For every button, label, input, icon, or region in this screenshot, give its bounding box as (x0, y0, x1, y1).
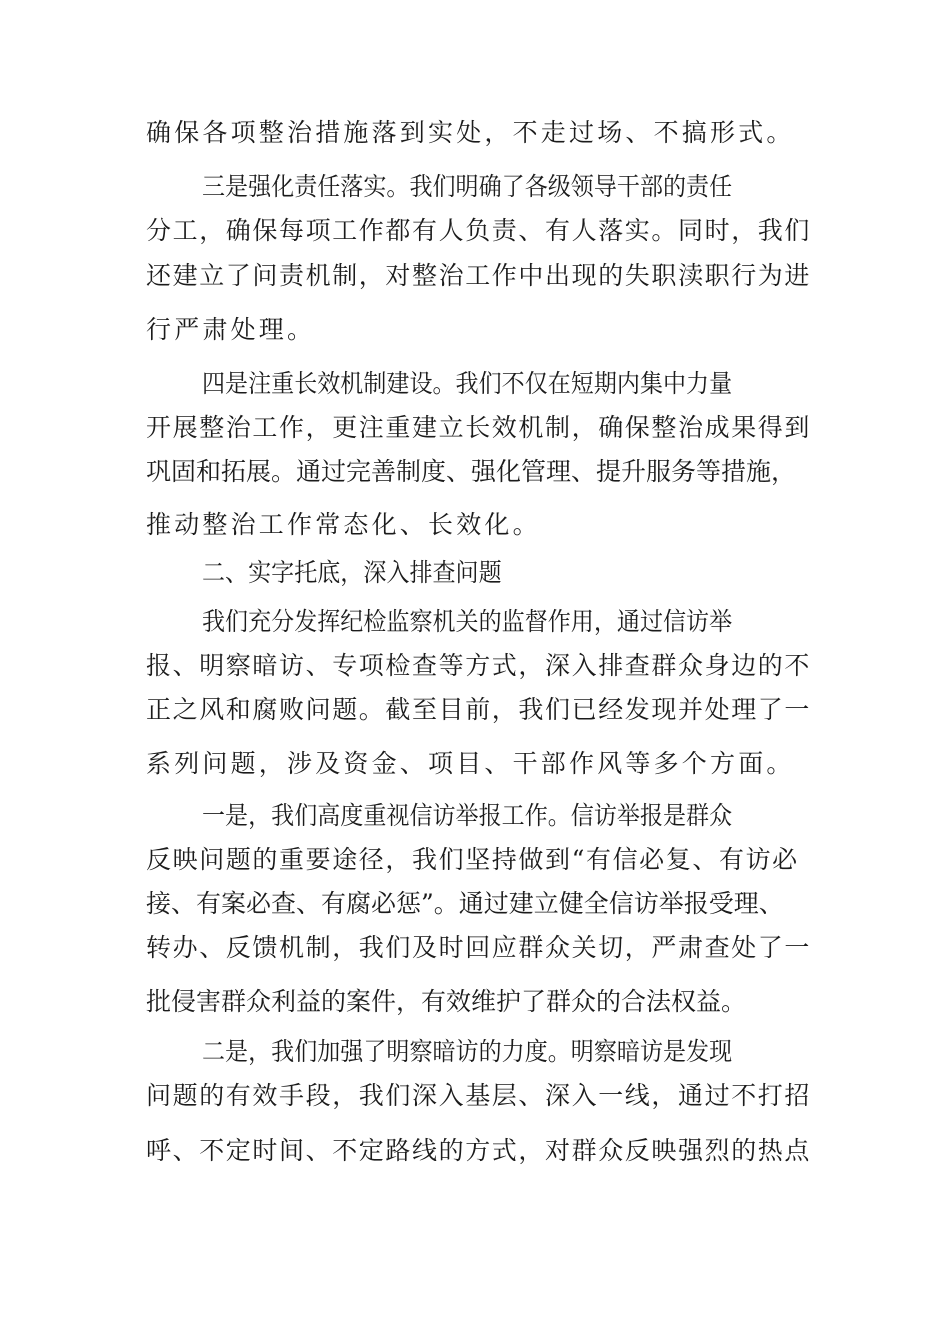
text-line: 还建立了问责机制，对整治工作中出现的失职渎职行为进 (146, 261, 812, 290)
text-line: 问题的有效手段，我们深入基层、深入一线，通过不打招 (146, 1081, 812, 1110)
text-line: 确保各项整治措施落到实处，不走过场、不搞形式。 (146, 118, 795, 147)
text-line: 呼、不定时间、不定路线的方式，对群众反映强烈的热点 (146, 1136, 812, 1165)
text-line: 行严肃处理。 (146, 315, 316, 344)
text-line: 四是注重长效机制建设。我们不仅在短期内集中力量 (202, 369, 733, 398)
text-line: 我们充分发挥纪检监察机关的监督作用，通过信访举 (202, 607, 733, 636)
text-line: 三是强化责任落实。我们明确了各级领导干部的责任 (202, 172, 733, 201)
text-line: 批侵害群众利益的案件，有效维护了群众的合法权益。 (146, 987, 747, 1016)
text-line: 分工，确保每项工作都有人负责、有人落实。同时，我们 (146, 216, 812, 245)
text-line: 反映问题的重要途径，我们坚持做到“有信必复、有访必 (146, 845, 799, 874)
text-line: 巩固和拓展。通过完善制度、强化管理、提升服务等措施， (146, 457, 797, 486)
section-heading: 二、实字托底，深入排查问题 (202, 558, 502, 587)
text-line: 报、明察暗访、专项检查等方式，深入排查群众身边的不 (146, 651, 812, 680)
text-line: 接、有案必查、有腐必惩”。通过建立健全信访举报受理、 (146, 889, 784, 918)
text-line: 系列问题，涉及资金、项目、干部作风等多个方面。 (146, 749, 795, 778)
text-line: 二是，我们加强了明察暗访的力度。明察暗访是发现 (202, 1037, 733, 1066)
text-line: 正之风和腐败问题。截至目前，我们已经发现并处理了一 (146, 695, 812, 724)
text-line: 转办、反馈机制，我们及时回应群众关切，严肃查处了一 (146, 933, 812, 962)
text-line: 开展整治工作，更注重建立长效机制，确保整治成果得到 (146, 413, 812, 442)
text-line: 推动整治工作常态化、长效化。 (146, 510, 541, 539)
text-line: 一是，我们高度重视信访举报工作。信访举报是群众 (202, 801, 733, 830)
